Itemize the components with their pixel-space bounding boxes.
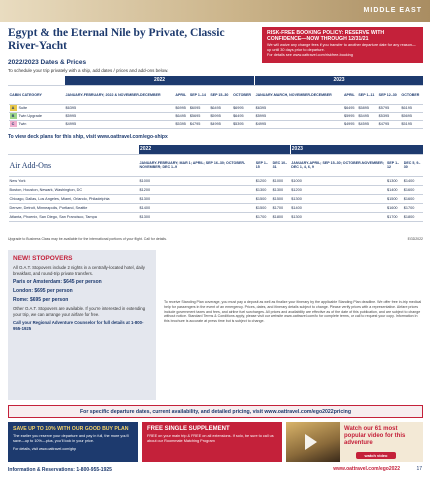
price-cell: $5395 <box>174 120 188 128</box>
risk-free-promo <box>262 27 423 63</box>
promo-body: We will waive any change fees if you transfer to another departure date for any reason—up until 30 days prior to departure. <box>267 43 416 52</box>
price-cell: $1300 <box>290 212 386 221</box>
price-cell: $5495 <box>357 112 377 120</box>
column-header: DEC 5, 9–30 <box>403 154 423 176</box>
column-header: APRIL <box>343 85 357 104</box>
intro-text: To schedule your trip privately with a ship, add dates / prices and add-ons below. <box>8 68 169 73</box>
column-header: JANUARY-MARCH, NOVEMBER-DECEMBER <box>255 85 343 104</box>
city-cell: Boston, Houston, Newark, Washington, DC <box>9 185 139 194</box>
price-cell: $5995 <box>255 112 343 120</box>
promo-title: RISK-FREE BOOKING POLICY: RESERVE WITH CONFIDENCE—NOW THROUGH 12/31/21 <box>267 30 385 42</box>
table-row <box>9 185 424 194</box>
price-cell: $1500 <box>272 194 291 203</box>
year-bar <box>9 76 424 85</box>
footnote-code: EGD2022 <box>407 237 423 241</box>
column-header: SEP 1–12 <box>386 154 403 176</box>
price-cell: $1800 <box>272 212 291 221</box>
stopovers-other: Other O.A.T. Stopovers are available. If you’re interested in extending your trip, we can arrange your airfare for free. <box>13 306 146 317</box>
column-header: DEC 10–31 <box>272 154 291 176</box>
column-header: SEP 1–14 <box>189 85 210 104</box>
column-header: CABIN CATEGORY <box>9 85 65 104</box>
city-cell: Chicago, Dallas, Los Angeles, Miami, Orlando, Philadelphia <box>9 194 139 203</box>
header-banner <box>0 0 430 22</box>
table-row <box>9 212 424 221</box>
price-cell: $1000 <box>290 176 386 185</box>
price-cell: $1700 <box>403 203 423 212</box>
price-cell: $1700 <box>272 203 291 212</box>
city-cell: New York <box>9 176 139 185</box>
price-cell: $1800 <box>403 212 423 221</box>
table-row <box>9 112 424 120</box>
prices-table <box>8 76 423 129</box>
year-2023: 2023 <box>255 76 423 85</box>
table-header-row <box>9 154 424 176</box>
price-cell: $1400 <box>403 176 423 185</box>
cabin-code-badge: B <box>10 113 17 119</box>
table-row <box>9 120 424 128</box>
table-row <box>9 104 424 112</box>
year-bar <box>9 145 424 154</box>
column-header: OCTOBER <box>400 85 423 104</box>
price-cell: $1400 <box>139 203 255 212</box>
price-cell: $1000 <box>139 176 255 185</box>
london-price: London: $695 per person <box>13 288 73 294</box>
deck-plans-link[interactable]: To view deck plans for this ship, visit www.oattravel.com/ego-shipx <box>8 134 168 140</box>
price-cell: $1300 <box>272 185 291 194</box>
cabin-code-badge: A <box>10 105 17 111</box>
good-buy-plan-box <box>8 422 138 462</box>
page-number: 17 <box>416 466 422 472</box>
cabin-code-badge: C <box>10 121 17 127</box>
stopovers-call: Call your Regional Adventure Counselor for full details at 1-800-955-1925 <box>13 320 144 331</box>
price-cell: $4995 <box>209 120 232 128</box>
price-cell: $1400 <box>290 203 386 212</box>
price-cell: $6495 <box>209 104 232 112</box>
price-cell: $1300 <box>386 176 403 185</box>
watch-video-button[interactable]: watch video <box>356 452 396 459</box>
column-header: SEP 1–11 <box>357 85 377 104</box>
play-icon[interactable] <box>305 434 317 450</box>
footnote-text: Upgrade to Business Class may be available for the international portions of your flight. Call for details. <box>8 237 167 241</box>
year-2022: 2022 <box>139 145 291 154</box>
price-cell: $6395 <box>255 104 343 112</box>
city-cell: Denver, Detroit, Minneapolis, Portland, Seattle <box>9 203 139 212</box>
region-label: MIDDLE EAST <box>363 7 422 14</box>
stopovers-body: All O.A.T. Stopovers include 2 nights in a centrally-located hotel, daily breakfast, and round-trip private transfers. <box>13 265 145 276</box>
price-cell: $1400 <box>386 185 403 194</box>
cabin-cell <box>9 120 65 128</box>
price-cell: $6395 <box>65 104 175 112</box>
good-buy-link[interactable]: For details, visit www.oattravel.com/gbp <box>13 447 77 451</box>
price-cell: $5995 <box>343 112 357 120</box>
price-cell: $6195 <box>400 104 423 112</box>
column-header: OCTOBER <box>232 85 255 104</box>
stopovers-box <box>8 250 156 400</box>
price-cell: $6995 <box>232 104 255 112</box>
single-title: FREE SINGLE SUPPLEMENT <box>147 426 230 432</box>
dates-prices-heading: 2022/2023 Dates & Prices <box>8 59 87 66</box>
cabin-cell <box>9 112 65 120</box>
price-cell: $5195 <box>400 120 423 128</box>
price-cell: $1500 <box>255 203 272 212</box>
price-cell: $5895 <box>357 104 377 112</box>
city-cell: Atlanta, Phoenix, San Diego, San Francisco, Tampa <box>9 212 139 221</box>
column-header: JANUARY-APRIL; SEP 15–30; OCTOBER-NOVEMBER; DEC 1, 4, 6, 9 <box>290 154 386 176</box>
price-cell: $1600 <box>403 185 423 194</box>
price-cell: $5995 <box>209 112 232 120</box>
cabin-name: Suite <box>18 106 28 110</box>
price-cell: $5695 <box>189 112 210 120</box>
year-2022: 2022 <box>65 76 255 85</box>
addons-footnote <box>8 237 423 241</box>
column-header: SEP 15–30 <box>209 85 232 104</box>
price-cell: $4995 <box>65 120 175 128</box>
promo-link[interactable]: For details see www.oattravel.com/riskfree-booking <box>267 53 353 57</box>
cabin-name: Twin Upgrade <box>18 114 42 118</box>
price-cell: $6495 <box>232 112 255 120</box>
price-cell: $4595 <box>357 120 377 128</box>
price-cell: $1600 <box>403 194 423 203</box>
price-cell: $1500 <box>255 194 272 203</box>
column-header: SEP 1–15 <box>255 154 272 176</box>
price-cell: $6495 <box>174 112 188 120</box>
price-cell: $1700 <box>386 212 403 221</box>
column-header: JANUARY-FEBRUARY; 2022 & NOVEMBER-DECEMBER <box>65 85 175 104</box>
column-header: SEP 12–30 <box>378 85 401 104</box>
price-cell: $1700 <box>255 212 272 221</box>
stopovers-title: NEW! STOPOVERS <box>13 255 73 262</box>
video-thumbnail[interactable] <box>286 422 340 462</box>
rome-price: Rome: $695 per person <box>13 297 69 303</box>
price-cell: $1300 <box>290 194 386 203</box>
price-cell: $5395 <box>378 112 401 120</box>
cabin-name: Twin <box>18 122 27 126</box>
price-cell: $1200 <box>255 176 272 185</box>
table-row <box>9 176 424 185</box>
addons-title: Air Add-Ons <box>9 154 139 176</box>
column-header: APRIL <box>174 85 188 104</box>
price-cell: $1000 <box>272 176 291 185</box>
year-2023: 2023 <box>290 145 423 154</box>
table-row <box>9 203 424 212</box>
footer-url[interactable]: www.oattravel.com/ego2022 <box>333 466 400 472</box>
page-title: Egypt & the Eternal Nile by Private, Classic River-Yacht <box>8 27 225 52</box>
price-cell: $6995 <box>174 104 188 112</box>
single-body: FREE on your main trip & FREE on all extensions. If solo, be sure to call us about our Roommate Matching Program <box>147 434 274 443</box>
price-cell: $5795 <box>378 104 401 112</box>
price-cell: $6095 <box>189 104 210 112</box>
table-row <box>9 194 424 203</box>
video-promo[interactable] <box>286 422 423 462</box>
air-addons-table <box>8 145 423 222</box>
footer-phone: Information & Reservations: 1-800-955-1925 <box>8 467 112 473</box>
pricing-cta[interactable]: For specific departure dates, current availability, and detailed pricing, visit www.oattravel.com/ego2022pricing <box>8 405 423 418</box>
price-cell: $4995 <box>255 120 343 128</box>
fine-print: To receive Standing Plan coverage, you must pay a deposit as well as finalize your itinerary by the applicable Standing Plan deadline. We offer free in-trip medical help for passengers in the event of an emergency. Prices, dates, and itinerary details subject to change. Please verify prices with a representative. Airfare prices include government taxes and fees, and airline fuel surcharges. All prices and availability are effective as of the date of this publication, and are subject to change without notice. Standard Terms & Conditions apply, please visit our website www.oattravel.com/tc for complete terms, or call to request your copy. Information in this brochure is accurate at press time but is subject to change. <box>164 300 422 324</box>
price-cell: $1200 <box>290 185 386 194</box>
column-header: JANUARY-FEBRUARY; MAR 1; APRIL; SEP 16–30; OCTOBER-NOVEMBER; DEC 1–9 <box>139 154 255 176</box>
single-supplement-box <box>142 422 282 462</box>
price-cell: $1600 <box>386 203 403 212</box>
table-header-row <box>9 85 424 104</box>
price-cell: $5995 <box>65 112 175 120</box>
good-buy-body: The earlier you reserve your departure and pay in full, the more you’ll save—up to 10%—plus, you’ll lock in your price. <box>13 434 130 443</box>
video-text: Watch our 61 most popular video for this adventure <box>344 426 406 446</box>
price-cell: $5695 <box>400 112 423 120</box>
price-cell: $1200 <box>139 185 255 194</box>
price-cell: $4795 <box>378 120 401 128</box>
price-cell: $6495 <box>343 104 357 112</box>
price-cell: $5395 <box>232 120 255 128</box>
price-cell: $1300 <box>139 212 255 221</box>
cabin-cell <box>9 104 65 112</box>
price-cell: $1500 <box>386 194 403 203</box>
good-buy-title: SAVE UP TO 10% WITH OUR GOOD BUY PLAN <box>13 426 129 432</box>
price-cell: $1300 <box>255 185 272 194</box>
price-cell: $1300 <box>139 194 255 203</box>
paris-price: Paris or Amsterdam: $645 per person <box>13 279 102 285</box>
price-cell: $4795 <box>189 120 210 128</box>
price-cell: $4995 <box>343 120 357 128</box>
